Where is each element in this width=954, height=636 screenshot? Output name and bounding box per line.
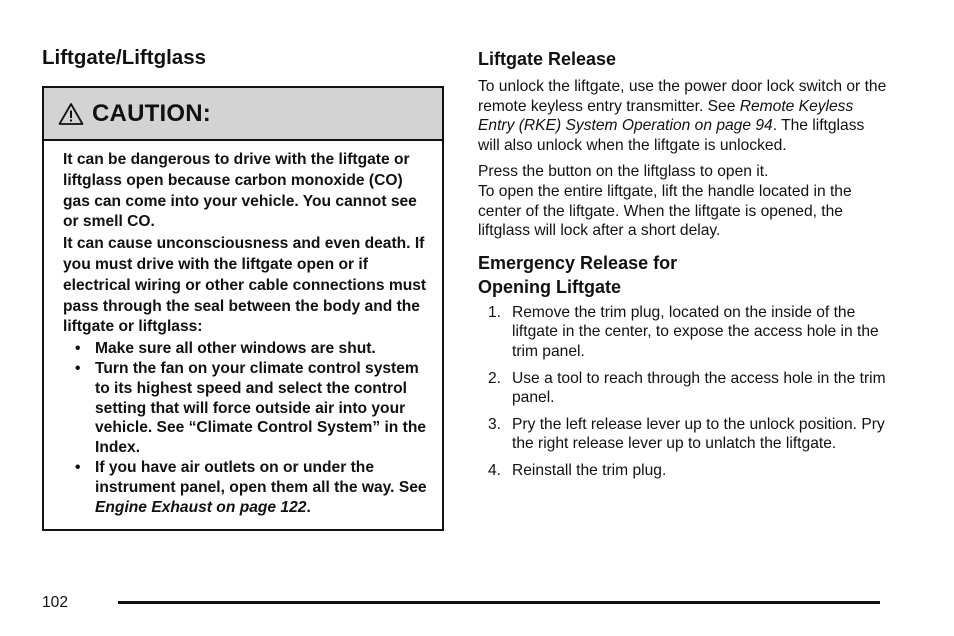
release-paragraph-1 (478, 77, 888, 155)
step-3 (478, 415, 888, 454)
step-1-text: Remove the trim plug, located on the inside of the liftgate in the center, to expose the access hole in the trim panel. (512, 303, 879, 360)
caution-box (42, 86, 444, 531)
emergency-release-heading-2: Opening Liftgate (478, 276, 621, 297)
step-4 (478, 461, 888, 481)
caution-bullet-1: • Make sure all other windows are shut. (75, 339, 428, 359)
emergency-release-heading-1: Emergency Release for (478, 252, 678, 273)
release-p1-end: . The liftglass will also unlock when the liftgate is unlocked. (478, 117, 865, 154)
step-2-number: 2. (488, 369, 502, 387)
caution-bullet-list (63, 339, 428, 517)
step-4-number: 4. (488, 461, 502, 479)
footer-rule (118, 601, 880, 604)
rke-reference: Remote Keyless Entry (RKE) System Operation on page 94 (478, 97, 854, 135)
step-3-text: Pry the left release lever up to the unlock position. Pry the right release lever up to unlatch the liftgate. (512, 415, 885, 453)
step-1 (478, 303, 888, 362)
step-3-number: 3. (488, 415, 502, 433)
caution-header (44, 88, 442, 141)
warning-triangle-icon (58, 102, 84, 126)
step-4-text: Reinstall the trim plug. (512, 461, 667, 479)
left-column (42, 44, 444, 531)
section-title: Liftgate/Liftglass (42, 46, 207, 69)
liftgate-release-heading: Liftgate Release (478, 49, 617, 69)
engine-exhaust-reference: Engine Exhaust on page 122 (95, 498, 307, 516)
caution-paragraph-2: It can cause unconsciousness and even death. If you must drive with the liftgate open or if electrical wiring or other cable connections must pass through the seal between the body and the liftgate or liftglass: (63, 235, 427, 336)
caution-bullet-3-end: . (306, 498, 311, 516)
release-paragraph-2a: Press the button on the liftglass to open it. (478, 163, 769, 181)
caution-bullet-3-text: If you have air outlets on or under the instrument panel, open them all the way. See (95, 458, 427, 496)
caution-paragraph-1: It can be dangerous to drive with the liftgate or liftglass open because carbon monoxide (CO) gas can come into your vehicle. You cannot see or smell CO. (63, 151, 417, 231)
release-paragraph-2b: To open the entire liftgate, lift the handle located in the center of the liftgate. When the liftgate is opened, the liftglass will lock after a short delay. (478, 182, 852, 240)
caution-body (44, 141, 442, 529)
step-2 (478, 369, 888, 408)
caution-heading: CAUTION: (92, 99, 211, 127)
release-p1-text: To unlock the liftgate, use the power door lock switch or the remote keyless entry transmitter. See (478, 78, 887, 115)
step-1-number: 1. (488, 303, 502, 321)
emergency-steps-list (478, 303, 888, 481)
page-number: 102 (42, 594, 69, 611)
right-column (478, 47, 888, 488)
caution-bullet-2: • Turn the fan on your climate control system to its highest speed and select the control setting that will force outside air into your vehicle. See “Climate Control System” in the Index. (75, 359, 428, 458)
caution-bullet-3 (75, 458, 428, 517)
step-2-text: Use a tool to reach through the access hole in the trim panel. (512, 369, 886, 407)
